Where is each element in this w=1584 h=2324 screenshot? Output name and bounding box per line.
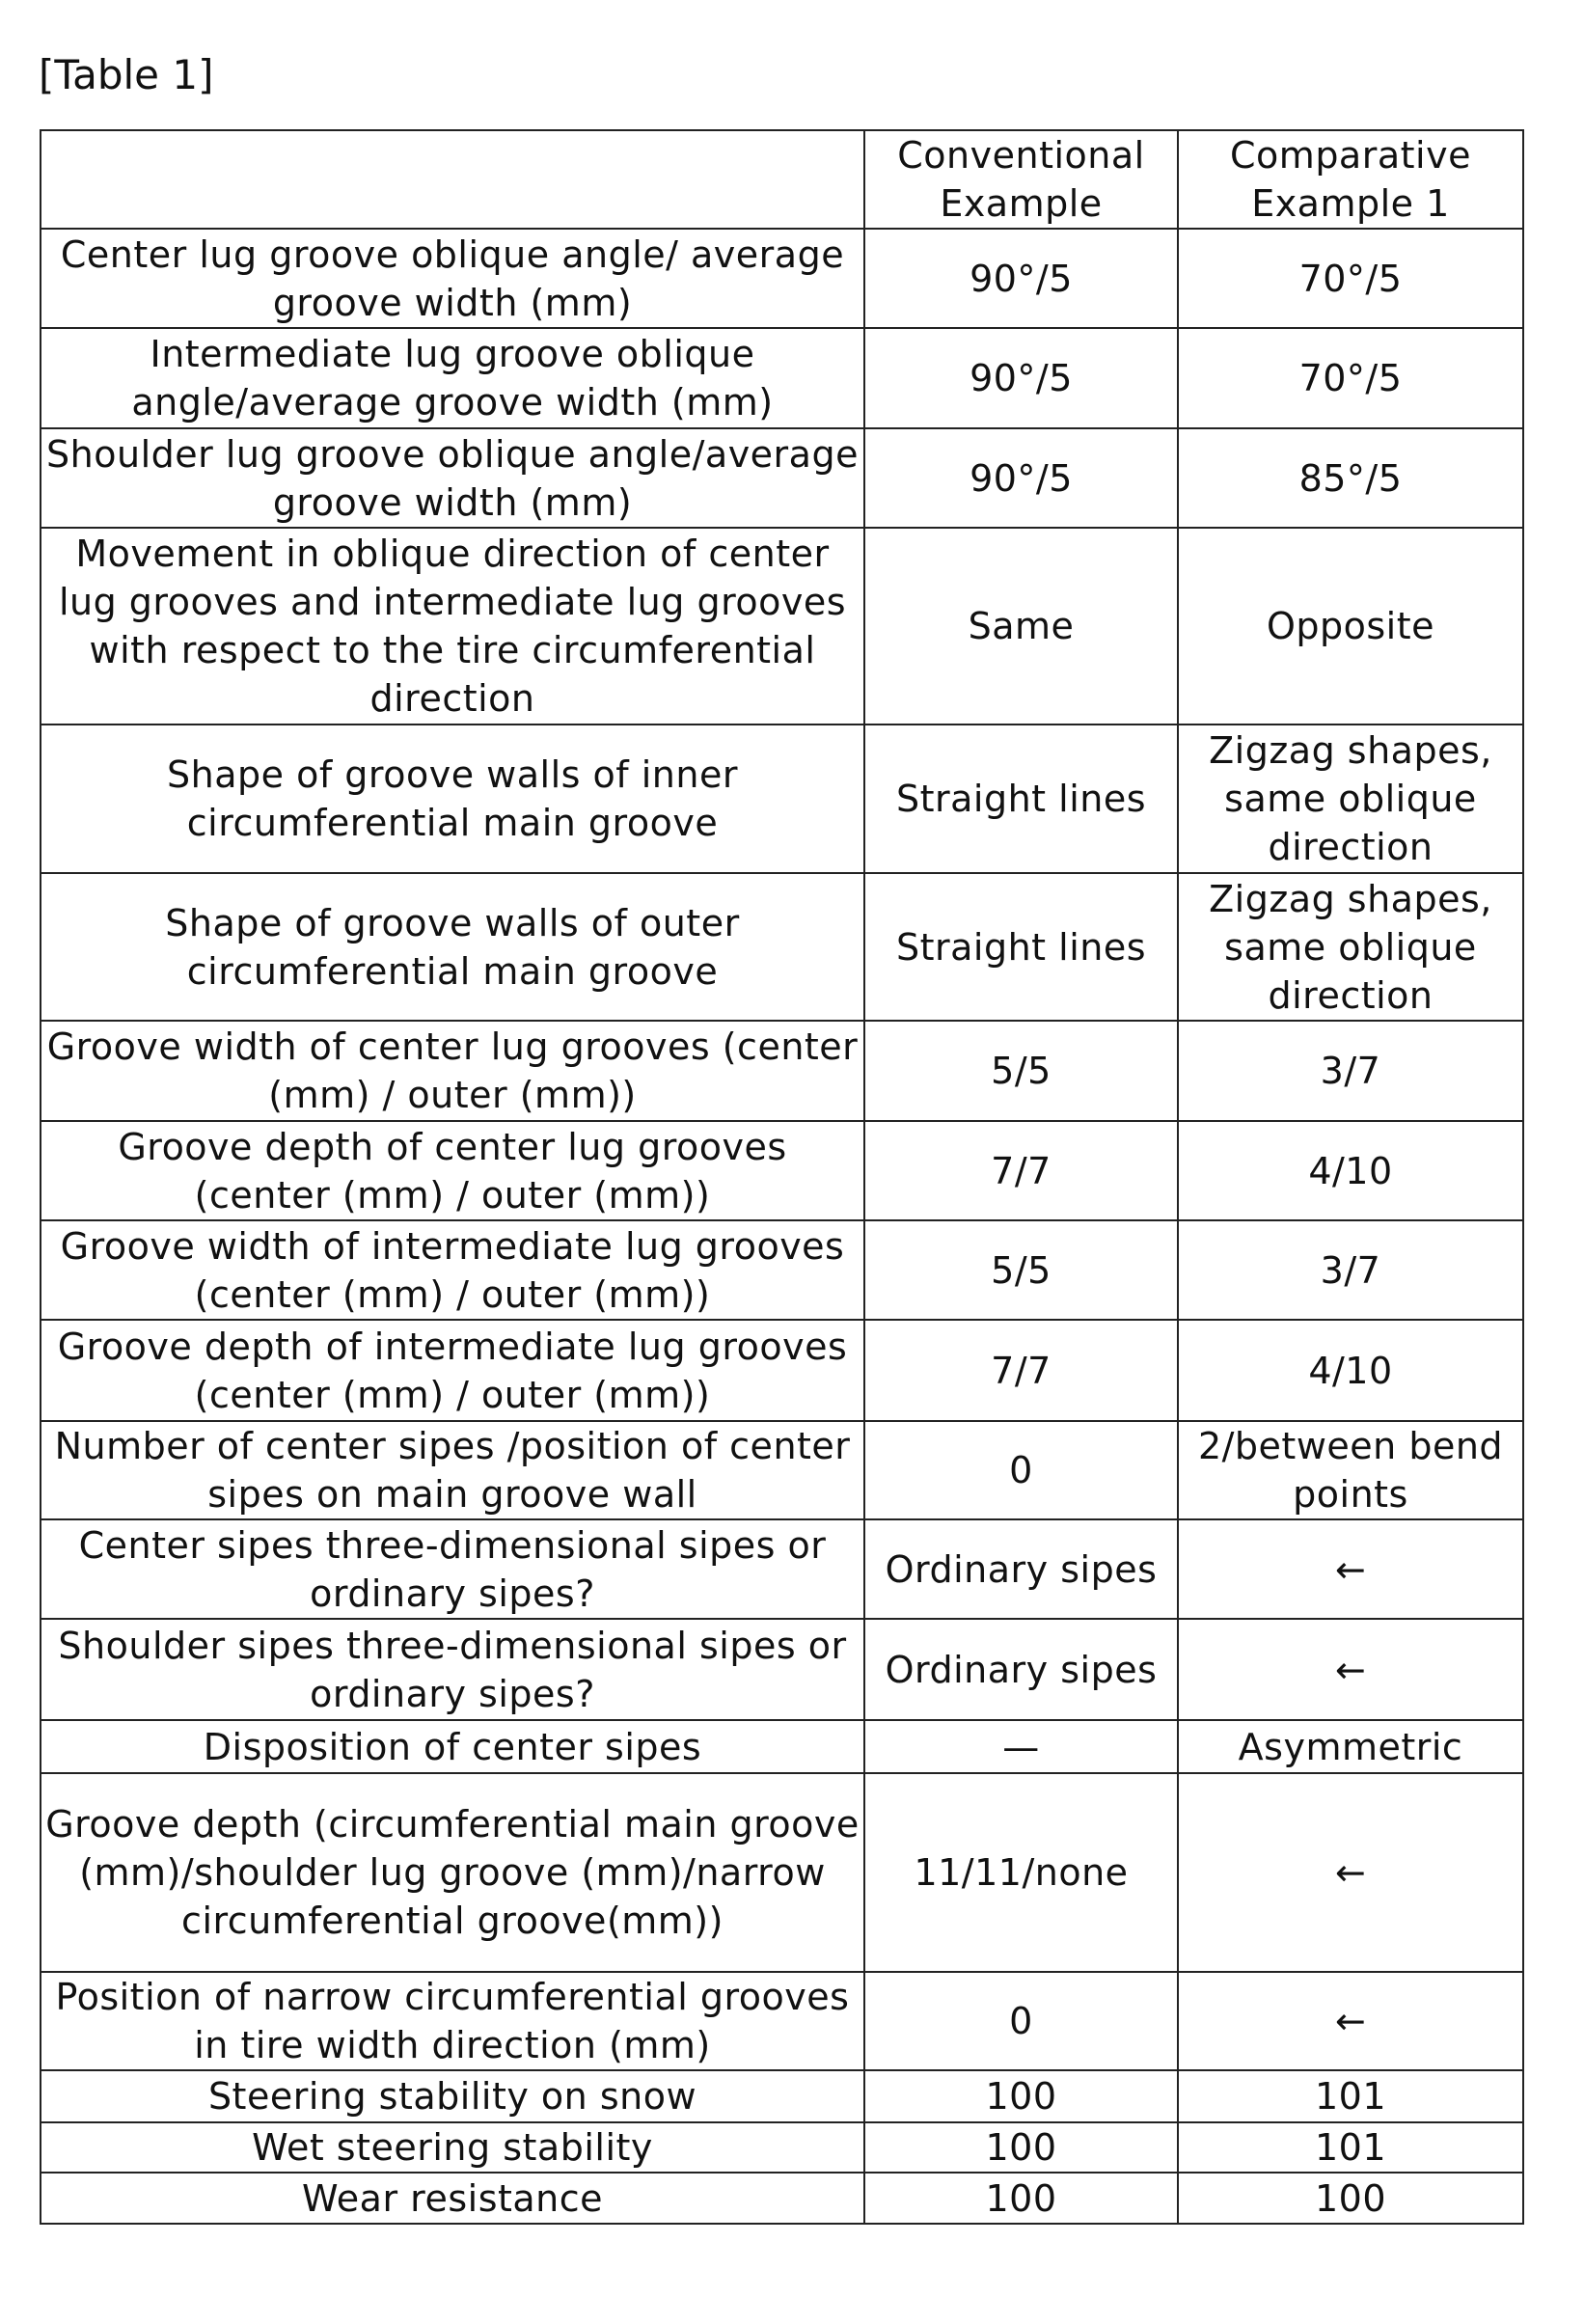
- cell-comparative: 4/10: [1178, 1121, 1523, 1220]
- table-row: [41, 1421, 1523, 1519]
- row-label: Shoulder lug groove oblique angle/average groove width (mm): [41, 428, 864, 528]
- table-title: [Table 1]: [39, 48, 213, 102]
- table-row: [41, 2070, 1523, 2122]
- cell-comparative: 85°/5: [1178, 428, 1523, 528]
- cell-comparative: 3/7: [1178, 1021, 1523, 1121]
- table-row: [41, 1220, 1523, 1320]
- row-label: Shoulder sipes three-dimensional sipes or ordinary sipes?: [41, 1619, 864, 1720]
- cell-conventional: 100: [864, 2173, 1178, 2224]
- cell-conventional: 90°/5: [864, 428, 1178, 528]
- cell-comparative: 70°/5: [1178, 229, 1523, 328]
- table-row: [41, 528, 1523, 725]
- cell-conventional: 11/11/none: [864, 1773, 1178, 1972]
- table-row: [41, 1972, 1523, 2070]
- table-row: [41, 1619, 1523, 1720]
- row-label: Intermediate lug groove oblique angle/average groove width (mm): [41, 328, 864, 428]
- cell-conventional: 100: [864, 2122, 1178, 2173]
- row-label: Groove depth of intermediate lug grooves (center (mm) / outer (mm)): [41, 1320, 864, 1421]
- cell-comparative: Zigzag shapes, same oblique direction: [1178, 873, 1523, 1021]
- row-label: Number of center sipes /position of center sipes on main groove wall: [41, 1421, 864, 1519]
- cell-comparative: ←: [1178, 1773, 1523, 1972]
- cell-comparative: Asymmetric: [1178, 1720, 1523, 1773]
- row-label: Disposition of center sipes: [41, 1720, 864, 1773]
- cell-conventional: 90°/5: [864, 229, 1178, 328]
- cell-conventional: 7/7: [864, 1320, 1178, 1421]
- header-row: [41, 130, 1523, 229]
- cell-conventional: 5/5: [864, 1021, 1178, 1121]
- row-label: Movement in oblique direction of center lug grooves and intermediate lug grooves with respect to the tire circumferential direction: [41, 528, 864, 725]
- cell-comparative: ←: [1178, 1619, 1523, 1720]
- row-label: Wet steering stability: [41, 2122, 864, 2173]
- table-row: [41, 328, 1523, 428]
- row-label: Center sipes three-dimensional sipes or ordinary sipes?: [41, 1519, 864, 1619]
- table-row: [41, 229, 1523, 328]
- row-label: Position of narrow circumferential grooves in tire width direction (mm): [41, 1972, 864, 2070]
- cell-conventional: Ordinary sipes: [864, 1619, 1178, 1720]
- row-label: Groove width of intermediate lug grooves (center (mm) / outer (mm)): [41, 1220, 864, 1320]
- cell-comparative: 101: [1178, 2122, 1523, 2173]
- table-row: [41, 1121, 1523, 1220]
- table-row: [41, 1773, 1523, 1972]
- cell-conventional: Straight lines: [864, 725, 1178, 873]
- table-row: [41, 1720, 1523, 1773]
- cell-conventional: Ordinary sipes: [864, 1519, 1178, 1619]
- cell-comparative: 2/between bend points: [1178, 1421, 1523, 1519]
- row-label: Shape of groove walls of outer circumferential main groove: [41, 873, 864, 1021]
- cell-conventional: 90°/5: [864, 328, 1178, 428]
- data-table: [40, 129, 1524, 2225]
- cell-conventional: 0: [864, 1972, 1178, 2070]
- table-row: [41, 1320, 1523, 1421]
- header-comparative: Comparative Example 1: [1178, 130, 1523, 229]
- cell-conventional: Same: [864, 528, 1178, 725]
- cell-conventional: 5/5: [864, 1220, 1178, 1320]
- table-row: [41, 1519, 1523, 1619]
- row-label: Groove depth of center lug grooves (center (mm) / outer (mm)): [41, 1121, 864, 1220]
- cell-conventional: 100: [864, 2070, 1178, 2122]
- table-row: [41, 2122, 1523, 2173]
- cell-comparative: 3/7: [1178, 1220, 1523, 1320]
- table-row: [41, 1021, 1523, 1121]
- cell-comparative: ←: [1178, 1972, 1523, 2070]
- header-empty: [41, 130, 864, 229]
- row-label: Wear resistance: [41, 2173, 864, 2224]
- cell-comparative: ←: [1178, 1519, 1523, 1619]
- table-row: [41, 2173, 1523, 2224]
- table-row: [41, 873, 1523, 1021]
- table-row: [41, 428, 1523, 528]
- row-label: Shape of groove walls of inner circumferential main groove: [41, 725, 864, 873]
- cell-conventional: —: [864, 1720, 1178, 1773]
- row-label: Groove width of center lug grooves (center (mm) / outer (mm)): [41, 1021, 864, 1121]
- cell-conventional: 7/7: [864, 1121, 1178, 1220]
- cell-conventional: 0: [864, 1421, 1178, 1519]
- row-label: Steering stability on snow: [41, 2070, 864, 2122]
- cell-comparative: 70°/5: [1178, 328, 1523, 428]
- table-row: [41, 725, 1523, 873]
- cell-comparative: 100: [1178, 2173, 1523, 2224]
- cell-comparative: Opposite: [1178, 528, 1523, 725]
- cell-comparative: 4/10: [1178, 1320, 1523, 1421]
- cell-comparative: 101: [1178, 2070, 1523, 2122]
- row-label: Center lug groove oblique angle/ average groove width (mm): [41, 229, 864, 328]
- cell-conventional: Straight lines: [864, 873, 1178, 1021]
- cell-comparative: Zigzag shapes, same oblique direction: [1178, 725, 1523, 873]
- header-conventional: Conventional Example: [864, 130, 1178, 229]
- row-label: Groove depth (circumferential main groove (mm)/shoulder lug groove (mm)/narrow circumferential groove(mm)): [41, 1773, 864, 1972]
